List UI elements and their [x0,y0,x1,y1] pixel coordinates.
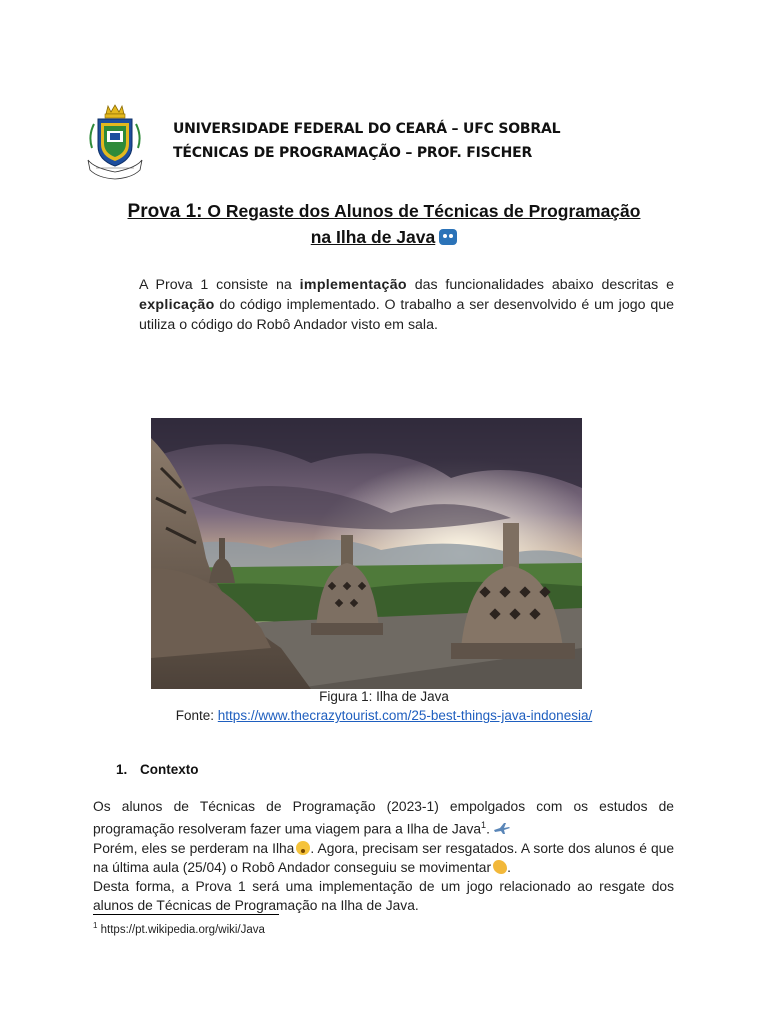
source-link[interactable]: https://www.thecrazytourist.com/25-best-things-java-indonesia/ [217,708,593,723]
intro-paragraph [139,275,674,335]
context-text: Os alunos de Técnicas de Programação (2023-1) empolgados com os estudos de programação resolveram fazer uma viagem para a Ilha de Java [93,799,674,837]
footnote-separator [93,914,279,915]
section-number: 1. [116,762,128,777]
figure-caption: Figura 1: Ilha de Java [319,689,449,704]
footnote-reference: 1 [481,820,487,830]
context-text: Porém, eles se perderam na Ilha [93,840,295,856]
section-title: Contexto [140,762,199,777]
university-name: UNIVERSIDADE FEDERAL DO CEARÁ – UFC SOBRAL [173,121,561,137]
context-body [93,797,674,915]
course-name: TÉCNICAS DE PROGRAMAÇÃO – PROF. FISCHER [173,145,533,161]
airplane-icon [493,822,511,836]
university-logo [86,104,144,180]
source-label: Fonte: [175,708,218,723]
page-title-line1 [94,201,674,223]
page-title-line2 [94,227,674,248]
title-rest: O Regaste dos Alunos de Técnicas de Programação [202,201,641,221]
intro-bold-explicacao: explicação [139,297,215,313]
footnote-mark: 1 [93,921,98,930]
context-paragraph-1 [93,797,674,839]
robot-icon [439,229,457,245]
intro-text: A Prova 1 consiste na [139,277,300,293]
section-heading [116,762,199,777]
title-lead: Prova 1: [127,201,203,222]
context-text: . [507,859,511,875]
footnote-text: https://pt.wikipedia.org/wiki/Java [97,923,265,936]
intro-text: das funcionalidades abaixo descritas e [406,277,674,293]
context-text: . [486,821,490,837]
context-paragraph-3: Desta forma, a Prova 1 será uma implementação de um jogo relacionado ao resgate dos alunos de Técnicas de Programação na Ilha de Java. [93,878,674,913]
intro-bold-implementacao: implementação [299,277,407,293]
intro-text: do código implementado. O trabalho a ser desenvolvido é um jogo que utiliza o código do Robô Andador visto em sala. [139,297,674,333]
title-line2: na Ilha de Java [310,227,436,247]
context-paragraph-2 [93,839,674,877]
figure-source [120,708,648,723]
context-text: . Agora, precisam ser resgatados. A sorte dos alunos é que na última aula (25/04) o Robô Andador conseguiu se movimentar [93,840,674,875]
surprised-face-icon [296,841,310,855]
java-island-photo [151,418,582,689]
clapping-hands-icon [493,860,507,874]
footnote [93,921,265,936]
